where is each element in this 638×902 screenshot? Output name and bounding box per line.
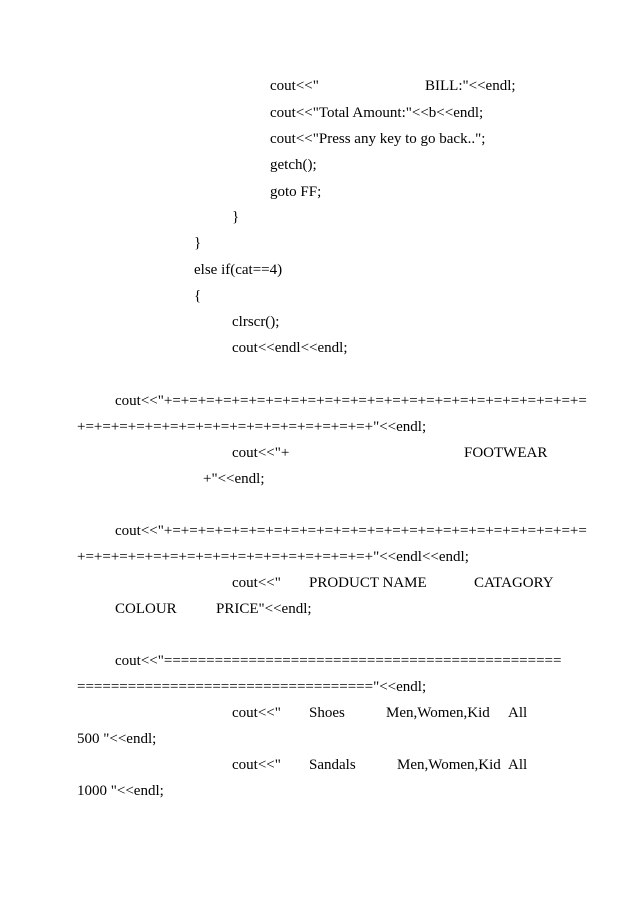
code-row1-price: 500 "<<endl; bbox=[77, 731, 157, 747]
code-row1-category: Men,Women,Kid bbox=[386, 705, 490, 721]
code-else-if: else if(cat==4) bbox=[194, 262, 283, 278]
code-cout-open: cout<<" bbox=[270, 78, 319, 94]
code-goto: goto FF; bbox=[270, 184, 322, 200]
code-close-brace-2: } bbox=[194, 235, 202, 251]
code-row1-product: Shoes bbox=[309, 705, 345, 721]
code-equals-a: cout<<"=============================================== bbox=[115, 653, 562, 669]
code-close-brace-1: } bbox=[232, 209, 240, 225]
code-press-key: cout<<"Press any key to go back.."; bbox=[270, 131, 486, 147]
code-footwear: FOOTWEAR bbox=[464, 445, 548, 461]
code-row2-product: Sandals bbox=[309, 757, 356, 773]
code-open-brace: { bbox=[194, 288, 202, 304]
code-row2-colour: All bbox=[508, 757, 528, 773]
code-bill-label: BILL:"<<endl; bbox=[425, 78, 516, 94]
code-row1-colour: All bbox=[508, 705, 528, 721]
code-equals-b: ==================================="<<endl; bbox=[77, 679, 427, 695]
code-row2-price: 1000 "<<endl; bbox=[77, 783, 164, 799]
code-endl-endl: cout<<endl<<endl; bbox=[232, 340, 348, 356]
code-border-mid-a: cout<<"+=+=+=+=+=+=+=+=+=+=+=+=+=+=+=+=+=+=+=+=+=+=+=+=+= bbox=[115, 523, 587, 539]
code-price: PRICE"<<endl; bbox=[216, 601, 312, 617]
code-border-top-b: +=+=+=+=+=+=+=+=+=+=+=+=+=+=+=+=+=+"<<endl; bbox=[77, 419, 427, 435]
code-clrscr: clrscr(); bbox=[232, 314, 280, 330]
code-row2-category: Men,Women,Kid bbox=[397, 757, 501, 773]
code-header-cout: cout<<" bbox=[232, 575, 281, 591]
code-catagory: CATAGORY bbox=[474, 575, 554, 591]
code-colour: COLOUR bbox=[115, 601, 177, 617]
code-total-amount: cout<<"Total Amount:"<<b<<endl; bbox=[270, 105, 484, 121]
code-plus-endl: +"<<endl; bbox=[203, 471, 265, 487]
code-row2-cout: cout<<" bbox=[232, 757, 281, 773]
code-cout-plus: cout<<"+ bbox=[232, 445, 290, 461]
code-border-mid-b: +=+=+=+=+=+=+=+=+=+=+=+=+=+=+=+=+=+"<<endl<<endl; bbox=[77, 549, 469, 565]
code-product-name: PRODUCT NAME bbox=[309, 575, 427, 591]
code-row1-cout: cout<<" bbox=[232, 705, 281, 721]
code-getch: getch(); bbox=[270, 157, 317, 173]
code-border-top-a: cout<<"+=+=+=+=+=+=+=+=+=+=+=+=+=+=+=+=+=+=+=+=+=+=+=+=+= bbox=[115, 393, 587, 409]
